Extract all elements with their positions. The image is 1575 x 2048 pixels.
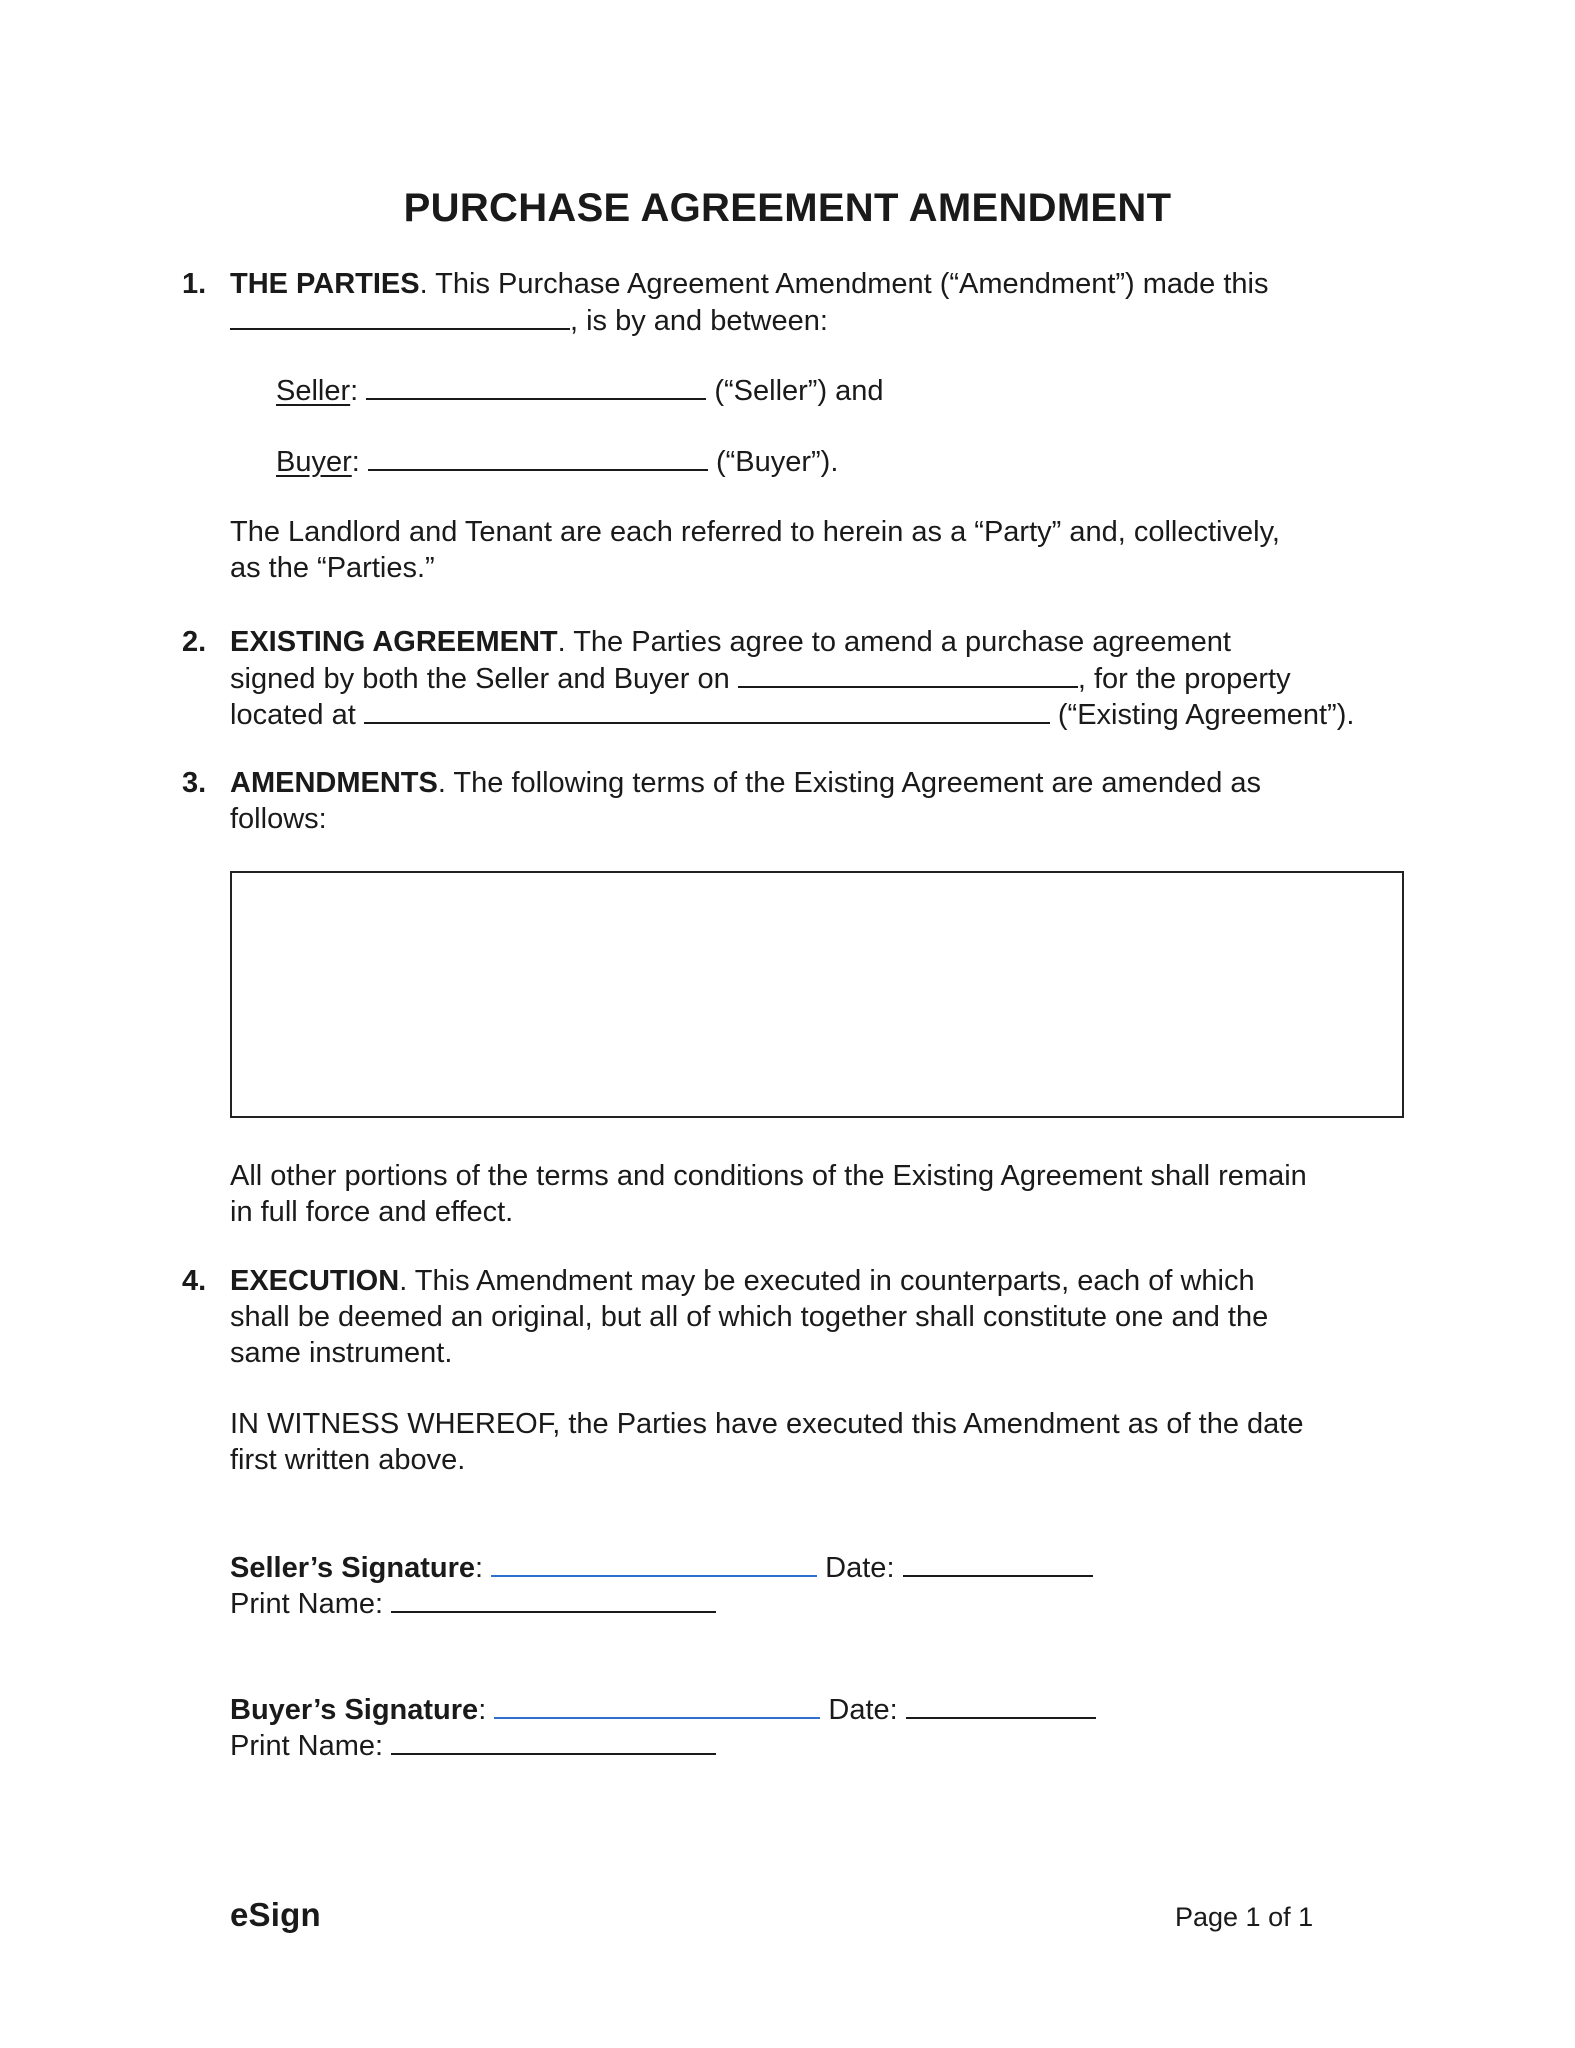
seller-signature-colon: : (475, 1552, 484, 1584)
section-2-line-2-end: , for the property (1077, 663, 1291, 695)
witness-line-1: IN WITNESS WHEREOF, the Parties have executed this Amendment as of the date (230, 1408, 1304, 1440)
section-4-number: 4. (182, 1265, 207, 1297)
section-4-heading: EXECUTION (230, 1265, 400, 1297)
section-1-number: 1. (182, 268, 207, 300)
seller-suffix: (“Seller”) and (706, 375, 884, 407)
buyer-name-blank[interactable] (368, 443, 708, 471)
esign-logo: eSign (230, 1896, 321, 1933)
seller-date-label: Date: (817, 1552, 895, 1584)
party-definition-line-1: The Landlord and Tenant are each referred to herein as a “Party” and, collectively, (230, 516, 1280, 548)
section-2-line-2 (230, 660, 1291, 697)
buyer-print-name-field[interactable] (391, 1727, 716, 1755)
seller-print-name-field[interactable] (391, 1585, 716, 1613)
document-title: PURCHASE AGREEMENT AMENDMENT (403, 186, 1172, 230)
seller-signature-line (230, 1549, 1093, 1586)
seller-line: Seller: (“Seller”) and (276, 372, 884, 409)
section-1-line-2-text: , is by and between: (570, 305, 828, 337)
witness-line-2: first written above. (230, 1444, 466, 1476)
buyer-print-name-label: Print Name: (230, 1730, 384, 1762)
section-1-line-2 (230, 302, 828, 339)
section-2-line-3 (230, 696, 1354, 733)
section-1-heading: THE PARTIES (230, 268, 420, 300)
buyer-label: Buyer (276, 446, 352, 478)
property-address-blank[interactable] (364, 696, 1050, 724)
buyer-date-field[interactable] (906, 1691, 1096, 1719)
buyer-line: Buyer: (“Buyer”). (276, 443, 838, 480)
seller-name-blank[interactable] (366, 372, 706, 400)
section-4-line-3: same instrument. (230, 1337, 453, 1369)
buyer-signature-line (230, 1691, 1096, 1728)
seller-label: Seller (276, 375, 351, 407)
seller-print-name-line (230, 1585, 716, 1622)
buyer-signature-colon: : (478, 1694, 487, 1726)
section-1-line-1 (230, 266, 1269, 302)
section-2-line-3-end: (“Existing Agreement”). (1049, 699, 1355, 731)
section-3-line-1-text: . The following terms of the Existing Agreement are amended as (437, 767, 1262, 799)
section-3-after-line-1: All other portions of the terms and conditions of the Existing Agreement shall remain (230, 1160, 1307, 1192)
section-2-line-1-text: . The Parties agree to amend a purchase agreement (557, 626, 1231, 658)
seller-signature-label: Seller’s Signature (230, 1552, 475, 1584)
buyer-signature-field[interactable] (494, 1691, 820, 1719)
page-number: Page 1 of 1 (1175, 1902, 1314, 1932)
section-3-number: 3. (182, 767, 207, 799)
section-3-line-1 (230, 765, 1261, 801)
buyer-date-label: Date: (820, 1694, 898, 1726)
section-2-line-3-start: located at (230, 699, 364, 731)
section-2-line-2-start: signed by both the Seller and Buyer on (230, 663, 738, 695)
section-4-line-2: shall be deemed an original, but all of which together shall constitute one and the (230, 1301, 1269, 1333)
section-4-line-1 (230, 1263, 1255, 1299)
section-1-line-1-text: . This Purchase Agreement Amendment (“Amendment”) made this (419, 268, 1269, 300)
seller-signature-field[interactable] (491, 1549, 817, 1577)
section-3-after-line-2: in full force and effect. (230, 1196, 514, 1228)
buyer-suffix: (“Buyer”). (707, 446, 839, 478)
existing-agreement-date-blank[interactable] (738, 660, 1078, 688)
section-2-number: 2. (182, 626, 207, 658)
amendments-text-box[interactable] (230, 871, 1404, 1118)
section-3-heading: AMENDMENTS (230, 767, 438, 799)
section-2-line-1 (230, 624, 1231, 660)
party-definition-line-2: as the “Parties.” (230, 552, 435, 584)
section-4-line-1-text: . This Amendment may be executed in counterparts, each of which (399, 1265, 1255, 1297)
seller-print-name-label: Print Name: (230, 1588, 384, 1620)
seller-date-field[interactable] (903, 1549, 1093, 1577)
agreement-date-blank[interactable] (230, 302, 570, 330)
section-2-heading: EXISTING AGREEMENT (230, 626, 558, 658)
section-3-line-2: follows: (230, 803, 327, 835)
buyer-print-name-line (230, 1727, 716, 1764)
buyer-signature-label: Buyer’s Signature (230, 1694, 479, 1726)
